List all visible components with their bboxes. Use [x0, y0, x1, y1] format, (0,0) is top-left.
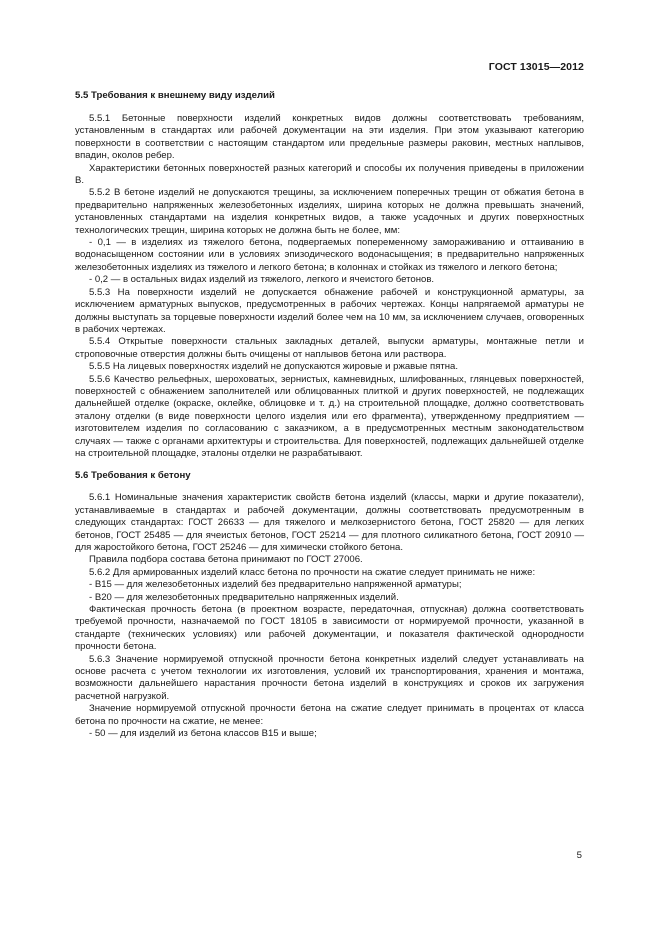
paragraph-5-5-5: 5.5.5 На лицевых поверхностях изделий не допускаются жировые и ржавые пятна. [89, 361, 458, 373]
paragraph-release-strength: Значение нормируемой отпускной прочности бетона на сжатие следует принимать в процентах от класса бетона по прочности на сжатие, не менее: [75, 703, 584, 727]
list-item-b20: - В20 — для железобетонных предварительно напряженных изделий. [89, 591, 399, 603]
list-item-b15: - В15 — для железобетонных изделий без предварительно напряженной арматуры; [89, 579, 462, 591]
list-item-crack-0-2: - 0,2 — в остальных видах изделий из тяжелого, легкого и ячеистого бетонов. [89, 274, 435, 286]
paragraph-5-5-2: 5.5.2 В бетоне изделий не допускаются трещины, за исключением поперечных трещин от обжатия бетона в предварительно напряженных железобетонных изделиях, ширина которых не должна превышать значений, установленных стандартами на изделия конкретных видов, а также усадочных и других поверхностных технологических трещин, ширина которых не должна быть не более, мм: [75, 187, 584, 236]
paragraph-surface-characteristics: Характеристики бетонных поверхностей разных категорий и способы их получения приведены в приложении В. [75, 162, 584, 187]
paragraph-actual-strength: Фактическая прочность бетона (в проектном возрасте, передаточная, отпускная) должна соответствовать требуемой прочности, назначаемой по ГОСТ 18105 в зависимости от нормируемой прочности, указанной в стандарте (технических условиях) или рабочей документации, и показателя фактической однородности прочности бетона. [75, 604, 584, 653]
section-title-5-5: 5.5 Требования к внешнему виду изделий [75, 90, 275, 101]
paragraph-mix-design: Правила подбора состава бетона принимают по ГОСТ 27006. [89, 554, 363, 566]
list-item-crack-0-1: - 0,1 — в изделиях из тяжелого бетона, подвергаемых попеременному замораживанию и оттаиванию в водонасыщенном состоянии или в условиях эпизодического водонасыщения; в предварительно напряженных железобетонных изделиях из тяжелого и легкого бетона; в колоннах и стойках из тяжелого и легкого бетона; [75, 237, 584, 273]
paragraph-5-6-1: 5.6.1 Номинальные значения характеристик свойств бетона изделий (классы, марки и другие показатели), устанавливаемые в стандартах и рабочей документации, должны соответствовать предусмотренным в следующих стандартах: ГОСТ 26633 — для тяжелого и мелкозернистого бетона, ГОСТ 25820 — для легких бетонов, ГОСТ 25485 — для ячеистых бетонов, ГОСТ 25214 — для плотного силикатного бетона, ГОСТ 20910 — для жаростойкого бетона, ГОСТ 25246 — для химически стойкого бетона. [75, 492, 584, 553]
document-code-header: ГОСТ 13015—2012 [488, 61, 584, 73]
paragraph-5-5-3: 5.5.3 На поверхности изделий не допускается обнажение рабочей и конструкционной арматуры, за исключением арматурных выпусков, предусмотренных в рабочих чертежах. Концы напрягаемой арматуры не должны выступать за торцевые поверхности изделий более чем на 10 мм, за исключением случаев, оговоренных в рабочих чертежах. [75, 286, 584, 335]
paragraph-5-5-6: 5.5.6 Качество рельефных, шероховатых, зернистых, камневидных, шлифованных, глянцевых поверхностей, поверхностей с обнажением заполнителей или облицованных плиткой и других поверхностей, не подлежащих дальнейшей отделке (окраске, оклейке, облицовке и т. д.) на строительной площадке, должно соответствовать эталону отделки (в виде поверхности целого изделия или его фрагмента), утвержденному предприятием — изготовителем изделия по согласованию с заказчиком, а в предусмотренных местным законодательством случаях — также с органами архитектуры и строительства. Для поверхностей, подлежащих дальнейшей отделке на строительной площадке, эталоны отделки не разрабатывают. [75, 373, 584, 459]
document-body [75, 90, 584, 741]
page-number: 5 [576, 850, 582, 861]
paragraph-5-5-1: 5.5.1 Бетонные поверхности изделий конкретных видов должны соответствовать требованиям, установленным в стандартах или рабочей документации на эти изделия. При этом указывают категорию поверхности в соответствии с настоящим стандартом или предельные размеры раковин, местных наплывов, впадин, околов ребер. [75, 113, 584, 162]
section-title-5-6: 5.6 Требования к бетону [75, 470, 191, 482]
paragraph-5-5-4: 5.5.4 Открытые поверхности стальных закладных деталей, выпуски арматуры, монтажные петли и строповочные отверстия должны быть очищены от наплывов бетона или раствора. [75, 336, 584, 360]
paragraph-5-6-2: 5.6.2 Для армированных изделий класс бетона по прочности на сжатие следует принимать не ниже: [89, 566, 536, 578]
list-item-50-percent: - 50 — для изделий из бетона классов В15 и выше; [89, 728, 317, 740]
paragraph-5-6-3: 5.6.3 Значение нормируемой отпускной прочности бетона конкретных изделий следует устанавливать на основе расчета с учетом технологии их изготовления, условий их транспортирования, хранения и монтажа, возможности дальнейшего нарастания прочности бетона изделий в конструкциях и сроков их загружения расчетной нагрузкой. [75, 653, 584, 702]
